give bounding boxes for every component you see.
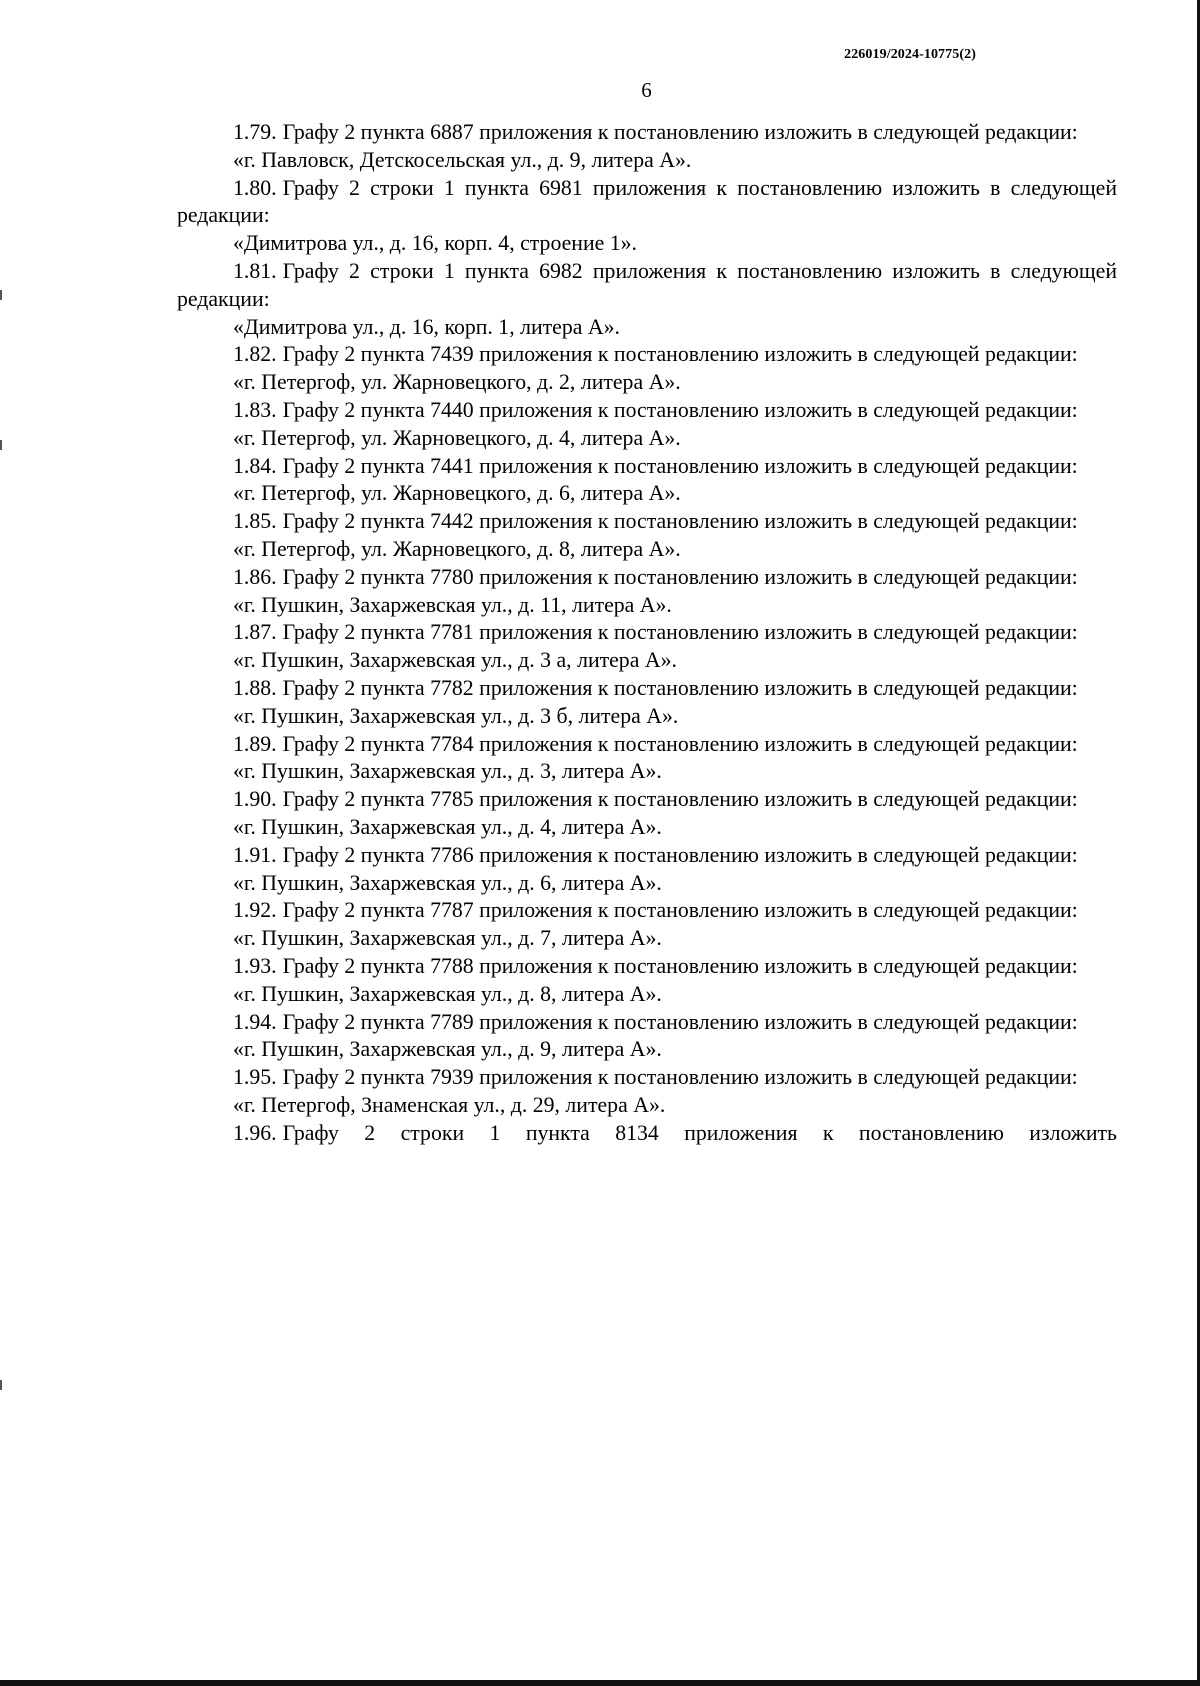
item-number: 1.95.: [233, 1065, 277, 1090]
item-number: 1.85.: [233, 509, 277, 534]
scan-margin-tick: [0, 290, 2, 300]
amendment-instruction: [177, 1009, 1117, 1037]
amendment-instruction: [177, 842, 1117, 870]
new-address-text: «г. Петергоф, ул. Жарновецкого, д. 4, литера А».: [233, 425, 681, 450]
instruction-text: Графу 2 пункта 7786 приложения к постановлению изложить в следующей редакции:: [282, 842, 1078, 867]
amendment-instruction: [177, 453, 1117, 481]
item-number: 1.84.: [233, 453, 277, 478]
new-address-text: «г. Пушкин, Захаржевская ул., д. 3 б, литера А».: [233, 703, 679, 728]
amendment-instruction: [177, 619, 1117, 647]
new-address-text: «Димитрова ул., д. 16, корп. 1, литера А».: [233, 314, 620, 339]
item-number: 1.96.: [233, 1120, 277, 1145]
page-number: 6: [641, 78, 652, 102]
new-address-text: «г. Пушкин, Захаржевская ул., д. 7, литера А».: [233, 926, 662, 951]
amendment-instruction: [177, 786, 1117, 814]
item-number: 1.87.: [233, 620, 277, 645]
new-address-text: «г. Пушкин, Захаржевская ул., д. 6, литера А».: [233, 870, 662, 895]
new-address-text: «г. Петергоф, ул. Жарновецкого, д. 8, литера А».: [233, 536, 681, 561]
amendment-instruction: [177, 1064, 1117, 1092]
instruction-text: Графу 2 строки 1 пункта 6982 приложения к постановлению изложить в следующей редакции:: [177, 258, 1117, 311]
instruction-text: Графу 2 пункта 7442 приложения к постановлению изложить в следующей редакции:: [282, 509, 1078, 534]
instruction-text: Графу 2 пункта 7781 приложения к постановлению изложить в следующей редакции:: [282, 620, 1078, 645]
instruction-text: Графу 2 пункта 7441 приложения к постановлению изложить в следующей редакции:: [282, 453, 1078, 478]
new-address-text: «г. Петергоф, Знаменская ул., д. 29, литера А».: [233, 1092, 666, 1117]
item-number: 1.92.: [233, 898, 277, 923]
instruction-text: Графу 2 пункта 7785 приложения к постановлению изложить в следующей редакции:: [282, 787, 1078, 812]
instruction-text: Графу 2 пункта 7939 приложения к постановлению изложить в следующей редакции:: [282, 1065, 1078, 1090]
item-number: 1.88.: [233, 675, 277, 700]
instruction-text: Графу 2 пункта 7780 приложения к постановлению изложить в следующей редакции:: [282, 564, 1078, 589]
amendment-instruction: [177, 731, 1117, 759]
instruction-text: Графу 2 строки 1 пункта 8134 приложения к постановлению изложить: [282, 1120, 1117, 1145]
instruction-text: Графу 2 пункта 7440 приложения к постановлению изложить в следующей редакции:: [282, 397, 1078, 422]
instruction-text: Графу 2 пункта 7789 приложения к постановлению изложить в следующей редакции:: [282, 1009, 1078, 1034]
new-address-text: «Димитрова ул., д. 16, корп. 4, строение 1».: [233, 231, 637, 256]
instruction-text: Графу 2 пункта 7782 приложения к постановлению изложить в следующей редакции:: [282, 675, 1078, 700]
item-number: 1.81.: [233, 258, 277, 283]
document-body: [177, 119, 1117, 1147]
new-address-text: «г. Пушкин, Захаржевская ул., д. 4, литера А».: [233, 814, 662, 839]
item-number: 1.82.: [233, 342, 277, 367]
amendment-instruction: [177, 397, 1117, 425]
instruction-text: Графу 2 пункта 6887 приложения к постановлению изложить в следующей редакции:: [282, 120, 1078, 144]
amendment-instruction: [177, 508, 1117, 536]
amendment-instruction: [177, 1120, 1117, 1148]
scan-edge-bottom: [0, 1680, 1200, 1686]
item-number: 1.86.: [233, 564, 277, 589]
new-address-text: «г. Пушкин, Захаржевская ул., д. 3, литера А».: [233, 759, 662, 784]
instruction-text: Графу 2 пункта 7787 приложения к постановлению изложить в следующей редакции:: [282, 898, 1078, 923]
amendment-instruction: [177, 119, 1117, 147]
document-number: 226019/2024-10775(2): [844, 47, 976, 62]
scan-margin-tick: [0, 1380, 2, 1390]
new-address-text: «г. Петергоф, ул. Жарновецкого, д. 6, литера А».: [233, 481, 681, 506]
new-address-text: «г. Пушкин, Захаржевская ул., д. 3 а, литера А».: [233, 648, 677, 673]
item-number: 1.83.: [233, 397, 277, 422]
amendment-instruction: [177, 564, 1117, 592]
amendment-instruction: [177, 341, 1117, 369]
amendment-instruction: [177, 258, 1117, 314]
new-address-text: «г. Пушкин, Захаржевская ул., д. 9, литера А».: [233, 1037, 662, 1062]
scan-margin-tick: [0, 440, 2, 450]
instruction-text: Графу 2 пункта 7439 приложения к постановлению изложить в следующей редакции:: [282, 342, 1078, 367]
instruction-text: Графу 2 строки 1 пункта 6981 приложения к постановлению изложить в следующей редакции:: [177, 175, 1117, 228]
new-address-text: «г. Пушкин, Захаржевская ул., д. 8, литера А».: [233, 981, 662, 1006]
new-address-text: «г. Пушкин, Захаржевская ул., д. 11, литера А».: [233, 592, 672, 617]
amendment-instruction: [177, 675, 1117, 703]
item-number: 1.90.: [233, 787, 277, 812]
item-number: 1.80.: [233, 175, 277, 200]
instruction-text: Графу 2 пункта 7788 приложения к постановлению изложить в следующей редакции:: [282, 953, 1078, 978]
item-number: 1.93.: [233, 953, 277, 978]
item-number: 1.94.: [233, 1009, 277, 1034]
instruction-text: Графу 2 пункта 7784 приложения к постановлению изложить в следующей редакции:: [282, 731, 1078, 756]
amendment-instruction: [177, 897, 1117, 925]
item-number: 1.79.: [233, 120, 277, 144]
new-address-text: «г. Павловск, Детскосельская ул., д. 9, литера А».: [233, 147, 692, 172]
new-address-text: «г. Петергоф, ул. Жарновецкого, д. 2, литера А».: [233, 370, 681, 395]
amendment-instruction: [177, 953, 1117, 981]
item-number: 1.89.: [233, 731, 277, 756]
item-number: 1.91.: [233, 842, 277, 867]
amendment-instruction: [177, 175, 1117, 231]
